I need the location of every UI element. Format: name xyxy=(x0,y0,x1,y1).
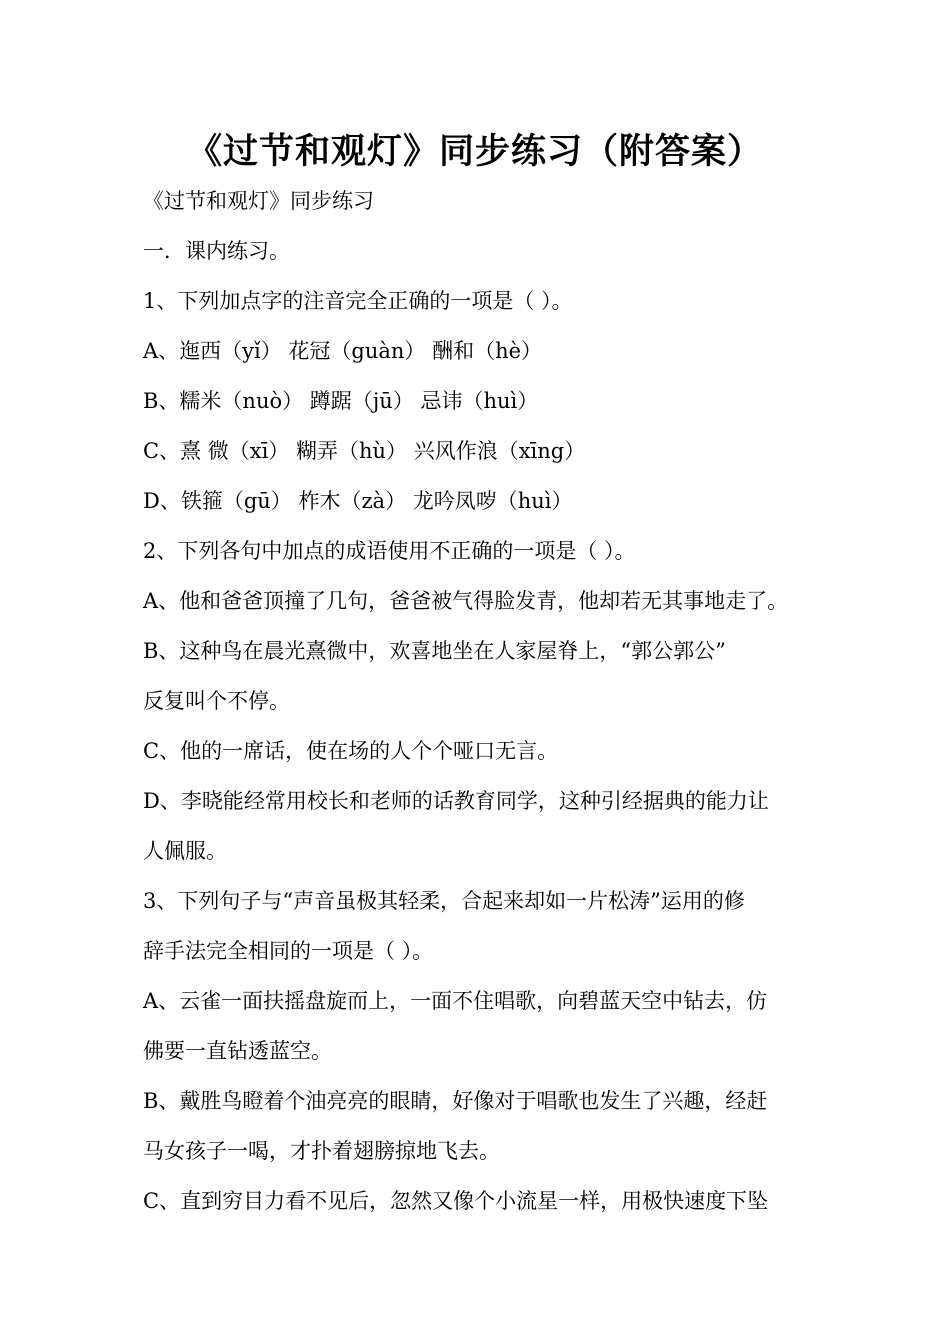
question-2-stem: 2、下列各句中加点的成语使用不正确的一项是（ ）。 xyxy=(143,539,636,563)
question-3-option-b-line2: 马女孩子一喝，才扑着翅膀掠地飞去。 xyxy=(143,1139,500,1163)
section-heading: 一．课内练习。 xyxy=(143,239,290,263)
question-3-stem-line1: 3、下列句子与“声音虽极其轻柔，合起来却如一片松涛”运用的修 xyxy=(143,889,745,913)
question-2-option-c: C、他的一席话，使在场的人个个哑口无言。 xyxy=(143,739,559,763)
question-3-option-a-line1: A、云雀一面扶摇盘旋而上，一面不住唱歌，向碧蓝天空中钻去，仿 xyxy=(143,989,768,1013)
question-1-option-a: A、迤西（yǐ） 花冠（guàn） 酬和（hè） xyxy=(143,339,543,363)
question-3-option-a-line2: 佛要一直钻透蓝空。 xyxy=(143,1039,332,1063)
question-1-option-d: D、铁箍（gū） 柞木（zà） 龙吟凤哕（huì） xyxy=(143,489,573,513)
question-2-option-d-line2: 人佩服。 xyxy=(143,839,227,863)
question-1-option-c: C、熹 微（xī） 糊弄（hù） 兴风作浪（xīng） xyxy=(143,439,586,463)
question-2-option-d-line1: D、李晓能经常用校长和老师的话教育同学，这种引经据典的能力让 xyxy=(143,789,769,813)
question-2-option-a: A、他和爸爸顶撞了几句，爸爸被气得脸发青，他却若无其事地走了。 xyxy=(143,589,789,613)
question-3-stem-line2: 辞手法完全相同的一项是（ ）。 xyxy=(143,939,434,963)
question-1-stem: 1、下列加点字的注音完全正确的一项是（ ）。 xyxy=(143,289,573,313)
question-3-option-b-line1: B、戴胜鸟瞪着个油亮亮的眼睛，好像对于唱歌也发生了兴趣，经赶 xyxy=(143,1089,768,1113)
document-title: 《过节和观灯》同步练习（附答案） xyxy=(186,132,763,172)
subtitle: 《过节和观灯》同步练习 xyxy=(143,189,374,213)
question-2-option-b-line2: 反复叫个不停。 xyxy=(143,689,290,713)
question-3-option-c-line1: C、直到穷目力看不见后，忽然又像个小流星一样，用极快速度下坠 xyxy=(143,1189,769,1213)
question-1-option-b: B、糯米（nuò） 蹲踞（jū） 忌讳（huì） xyxy=(143,389,539,413)
question-2-option-b-line1: B、这种鸟在晨光熹微中，欢喜地坐在人家屋脊上，“郭公郭公” xyxy=(143,639,726,663)
